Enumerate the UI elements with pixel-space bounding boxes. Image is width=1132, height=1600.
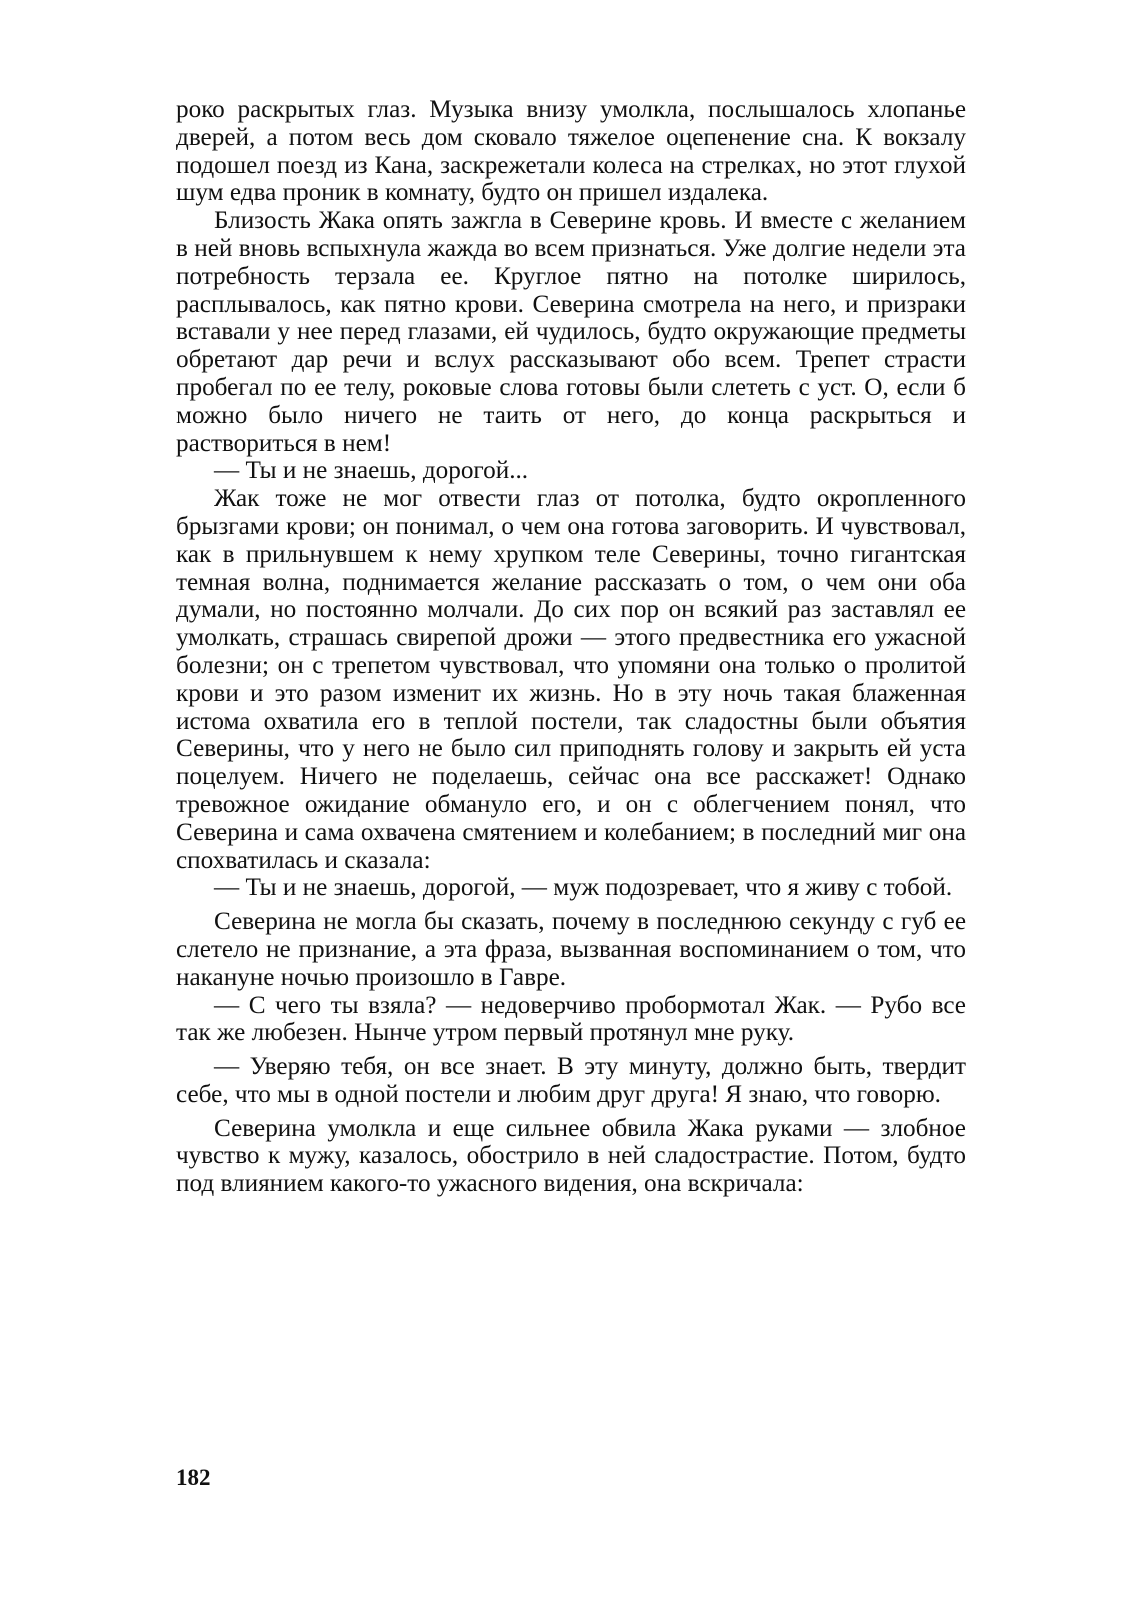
- paragraph-4: Жак тоже не мог отвести глаз от потолка, будто окропленного брызгами крови; он понимал, о чем она готова заговорить. И чувствовал, как в прильнувшем к нему хрупком теле Северины, точно гигантская темная волна, поднимается желание рассказать о том, о чем они оба думали, но постоянно молчали. До сих пор он всякий раз заставлял ее умолкать, страшась свирепой дрожи — этого предвестника его ужасной болезни; он с трепетом чувствовал, что упомяни она только о пролитой крови и это разом изменит их жизнь. Но в эту ночь такая блаженная истома охватила его в теплой постели, так сладостны были объятия Северины, что у него не было сил приподнять голову и закрыть ей уста поцелуем. Ничего не поделаешь, сейчас она все расскажет! Однако тревожное ожидание обмануло его, и он с облегчением понял, что Северина и сама охвачена смятением и колебанием; в последний миг она спохватилась и сказала:: [176, 485, 966, 874]
- paragraph-5-dialogue: — Ты и не знаешь, дорогой, — муж подозревает, что я живу с тобой.: [214, 874, 953, 902]
- paragraph-8-dialogue: — Уверяю тебя, он все знает. В эту минуту, должно быть, твердит себе, что мы в одной постели и любим друг друга! Я знаю, что говорю.: [176, 1053, 966, 1108]
- paragraph-1: роко раскрытых глаз. Музыка внизу умолкла, послышалось хлопанье дверей, а потом весь дом сковало тяжелое оцепенение сна. К вокзалу подошел поезд из Кана, заскрежетали колеса на стрелках, но этот глухой шум едва проник в комнату, будто он пришел издалека.: [176, 96, 966, 207]
- body-text: [176, 96, 966, 1198]
- paragraph-2: Близость Жака опять зажгла в Северине кровь. И вместе с желанием в ней вновь вспыхнула жажда во всем признаться. Уже долгие недели эта потребность терзала ее. Круглое пятно на потолке ширилось, расплывалось, как пятно крови. Северина смотрела на него, и призраки вставали у нее перед глазами, ей чудилось, будто окружающие предметы обретают дар речи и вслух рассказывают обо всем. Трепет страсти пробегал по ее телу, роковые слова готовы были слететь с уст. О, если б можно было ничего не таить от него, до конца раскрыться и раствориться в нем!: [176, 207, 966, 457]
- page-number: 182: [176, 1465, 211, 1490]
- paragraph-7-dialogue: — С чего ты взяла? — недоверчиво пробормотал Жак. — Рубо все так же любезен. Нынче утром первый протянул мне руку.: [176, 991, 966, 1047]
- paragraph-3-dialogue: — Ты и не знаешь, дорогой...: [214, 457, 529, 485]
- paragraph-6: Северина не могла бы сказать, почему в последнюю секунду с губ ее слетело не признание, а эта фраза, вызванная воспоминанием о том, что накануне ночью произошло в Гавре.: [176, 908, 966, 991]
- paragraph-9: Северина умолкла и еще сильнее обвила Жака руками — злобное чувство к мужу, казалось, обострило в ней сладострастие. Потом, будто под влиянием какого-то ужасного видения, она вскричала:: [176, 1114, 966, 1198]
